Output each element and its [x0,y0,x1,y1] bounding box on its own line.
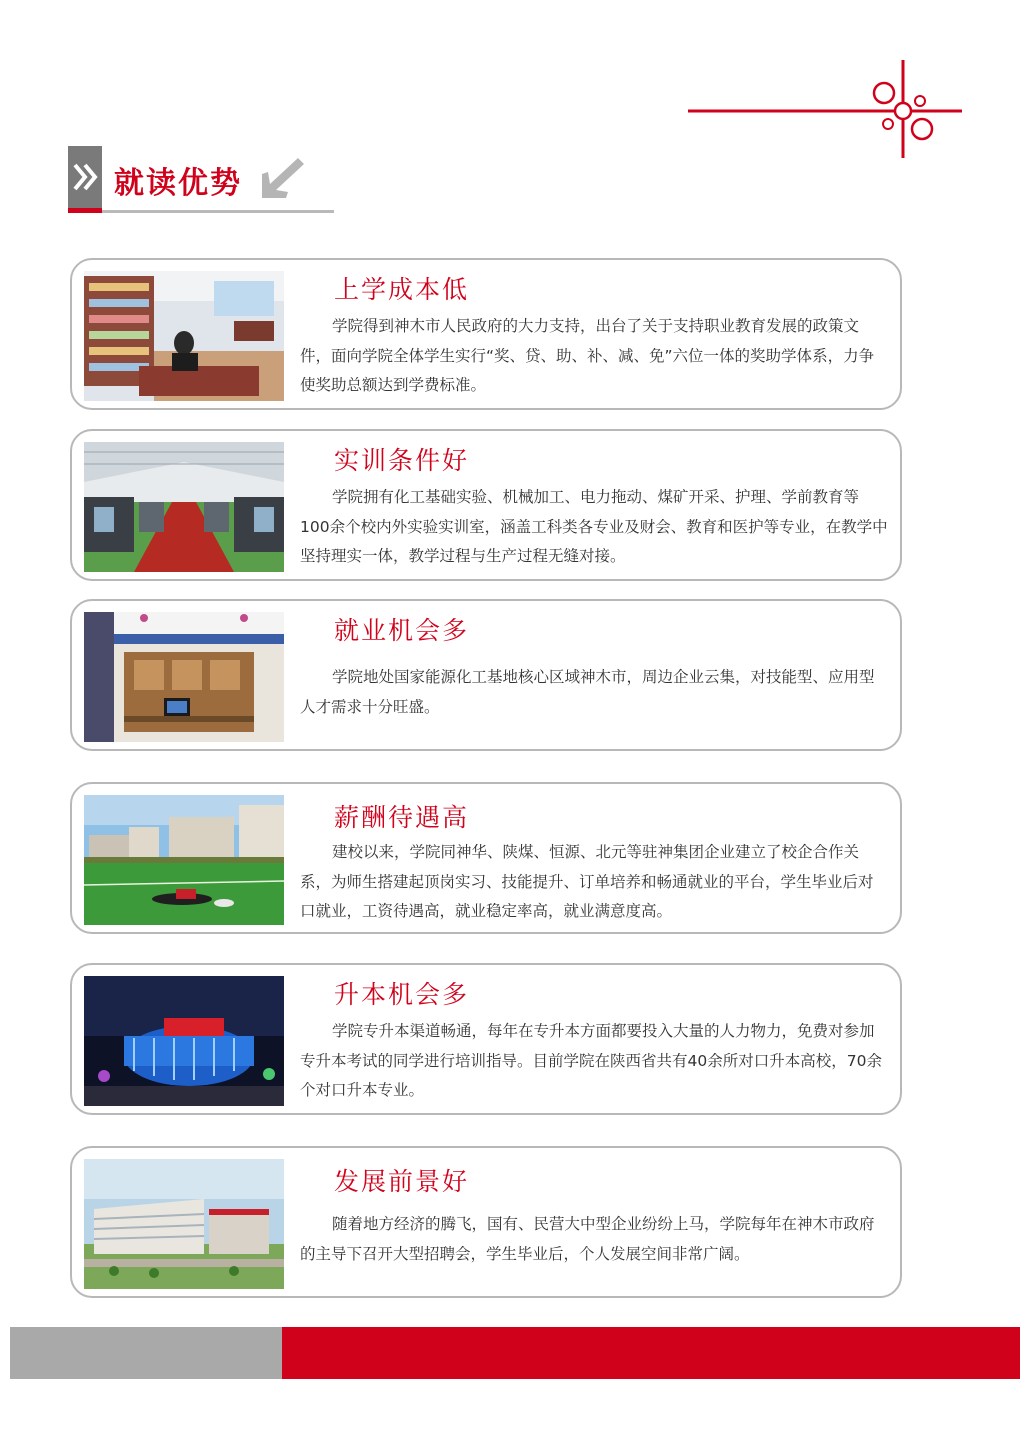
footer-bar-red [282,1327,1020,1379]
card-title: 升本机会多 [334,980,470,1009]
card-text: 学院得到神木市人民政府的大力支持，出台了关于支持职业教育发展的政策文件，面向学院全体学生实行“奖、贷、助、补、减、免”六位一体的奖助学体系，力争使奖助总额达到学费标准。 [300,317,875,394]
header-marker-underline [68,208,102,213]
decorative-ornament [686,58,966,163]
sports-field-photo [84,795,284,925]
card-title: 就业机会多 [334,616,470,645]
advantage-card-5 [70,963,902,1115]
card-text: 建校以来，学院同神华、陕煤、恒源、北元等驻神集团企业建立了校企合作关系，为师生搭建起顶岗实习、技能提升、订单培养和畅通就业的平台，学生毕业后对口就业，工资待遇高，就业稳定率高，就业满意度高。 [300,843,874,920]
library-reading-photo [84,271,284,401]
advantage-card-1 [70,258,902,410]
section-header [68,146,334,218]
card-title: 薪酬待遇高 [334,803,470,832]
card-title: 发展前景好 [334,1167,470,1196]
advantage-card-6 [70,1146,902,1298]
double-chevron-icon [72,162,100,192]
header-rule [102,210,334,213]
arrow-down-left-icon [258,154,304,200]
night-building-photo [84,976,284,1106]
card-title: 上学成本低 [334,275,470,304]
section-title: 就读优势 [114,166,242,201]
advantage-card-3 [70,599,902,751]
advantage-card-2 [70,429,902,581]
footer-bar-gray [10,1327,282,1379]
card-title: 实训条件好 [334,446,470,475]
card-text: 随着地方经济的腾飞，国有、民营大中型企业纷纷上马，学院每年在神木市政府的主导下召开大型招聘会，学生毕业后，个人发展空间非常广阔。 [300,1215,875,1263]
header-marker [68,146,102,208]
advantage-card-4 [70,782,902,934]
dormitory-photo [84,612,284,742]
card-text: 学院拥有化工基础实验、机械加工、电力拖动、煤矿开采、护理、学前教育等100余个校内外实验实训室，涵盖工科类各专业及财会、教育和医护等专业，在教学中坚持理实一体，教学过程与生产过程无缝对接。 [300,488,888,565]
training-workshop-photo [84,442,284,572]
card-text: 学院地处国家能源化工基地核心区域神木市，周边企业云集，对技能型、应用型人才需求十分旺盛。 [300,668,875,716]
card-text: 学院专升本渠道畅通，每年在专升本方面都要投入大量的人力物力，免费对参加专升本考试的同学进行培训指导。目前学院在陕西省共有40余所对口升本高校，70余个对口升本专业。 [300,1022,882,1099]
campus-aerial-photo [84,1159,284,1289]
